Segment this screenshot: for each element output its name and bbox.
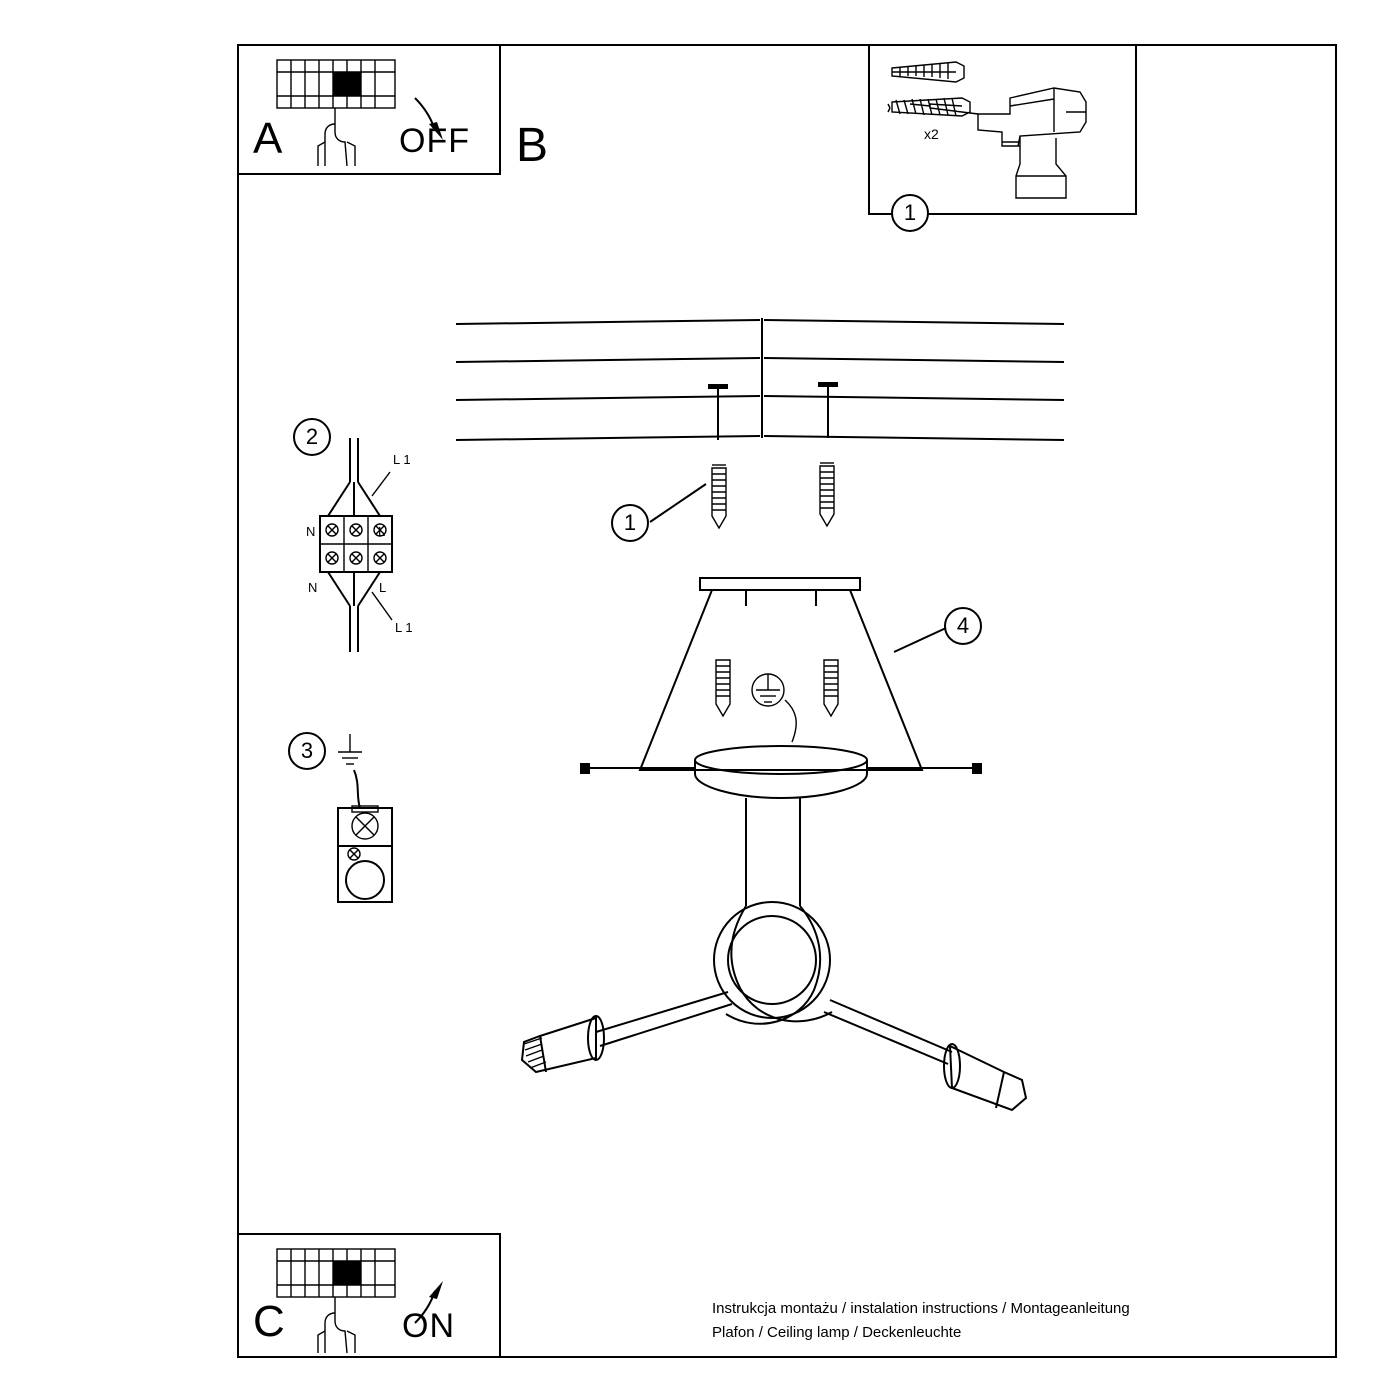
leader-line-4 [890, 620, 960, 660]
panel-a [237, 44, 501, 175]
panel-c [237, 1233, 501, 1358]
footer-line-2: Plafon / Ceiling lamp / Deckenleuchte [712, 1324, 962, 1341]
panel-a-state-label: OFF [399, 122, 470, 160]
hand-icon [318, 1297, 355, 1353]
earth-ground-symbol-small-icon [338, 734, 362, 764]
terminal-label-l-bottom: L [379, 580, 387, 595]
bulb-socket-left [522, 1016, 604, 1072]
inner-screw-right [824, 660, 838, 716]
terminal-label-l-top: L [378, 524, 386, 539]
terminal-label-n-top: N [306, 524, 316, 539]
ground-terminal-graphic [326, 726, 446, 916]
footer-line-1: Instrukcja montażu / instalation instructions / Montageanleitung [712, 1300, 1130, 1317]
step-marker-2: 2 [293, 418, 331, 456]
terminal-label-n-bottom: N [308, 580, 318, 595]
ceiling-anchor-point-right [818, 382, 838, 438]
inner-screw-left [716, 660, 730, 716]
step-marker-1-main: 1 [611, 504, 649, 542]
leader-line-1 [648, 480, 718, 530]
wall-plug-icon [892, 62, 964, 82]
hand-icon [318, 108, 355, 166]
panel-a-letter: A [253, 114, 283, 163]
quantity-label: x2 [924, 126, 939, 142]
panel-c-letter: C [253, 1297, 285, 1346]
step-marker-tools: 1 [891, 194, 929, 232]
ceiling-surface-graphic [440, 300, 1080, 470]
panel-b-letter: B [516, 119, 549, 172]
terminal-block-connector-icon [300, 430, 460, 660]
screw-icon [888, 98, 970, 116]
earth-ground-symbol-icon [752, 674, 796, 742]
step-marker-3: 3 [288, 732, 326, 770]
lamp-canopy [580, 746, 982, 798]
panel-tools-graphic [870, 46, 1135, 213]
power-drill-icon [910, 88, 1086, 198]
ground-bracket [338, 806, 392, 902]
panel-c-state-label: ON [402, 1307, 455, 1345]
mounting-bracket [700, 578, 860, 606]
bulb-socket-right [944, 1044, 1026, 1110]
terminal-label-l1-top: L 1 [393, 452, 411, 467]
lamp-arms [596, 798, 952, 1064]
step-marker-4: 4 [944, 607, 982, 645]
fuse-box-switch-off-icon [277, 60, 395, 108]
panel-tools [868, 44, 1137, 225]
fuse-box-switch-on-icon [277, 1249, 395, 1297]
terminal-label-l1-bottom: L 1 [395, 620, 413, 635]
ceiling-lamp-assembly-icon [500, 560, 1060, 1120]
ceiling-anchor-point-left [708, 384, 728, 440]
screw-right-icon [820, 463, 834, 526]
